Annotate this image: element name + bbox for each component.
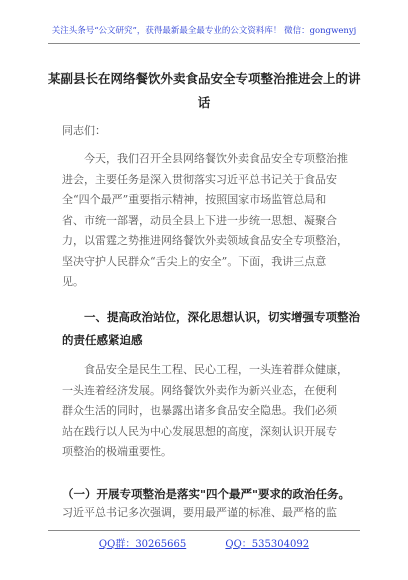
title-line: 某副县长在网络餐饮外卖食品安全专项整治推进会上的讲 xyxy=(48,71,361,86)
footer-divider xyxy=(48,530,360,531)
paragraph-line: 食品安全是民生工程、民心工程，一头连着群众健康， xyxy=(84,363,348,376)
paragraph-line: 今天，我们召开全县网络餐饮外卖食品安全专项整治推 xyxy=(84,152,348,165)
footer xyxy=(0,535,408,550)
heading-line: 的责任感紧迫感 xyxy=(62,332,143,347)
paragraph-line: 见。 xyxy=(62,275,84,288)
paragraph-line: 省、市统一部署，动员全县上下进一步统一思想、凝聚合 xyxy=(62,213,337,227)
heading-line: 一、提高政治站位，深化思想认识，切实增强专项整治 xyxy=(84,310,360,324)
title-line: 话 xyxy=(197,95,211,110)
section-heading-1 xyxy=(62,306,362,351)
header-divider xyxy=(48,43,360,44)
paragraph-line: 站在践行以人民为中心发展思想的高度，深刻认识开展专 xyxy=(62,424,337,438)
paragraph-line: 群众生活的同时，也暴露出诸多食品安全隐患。我们必须 xyxy=(62,404,337,417)
paragraph-line: 进会，主要任务是深入贯彻落实习近平总书记关于食品安 xyxy=(62,172,337,186)
paragraph-line: 项整治的极端重要性。 xyxy=(62,445,172,458)
paragraph-line: 坚决守护人民群众“舌尖上的安全”。下面，我讲三点意 xyxy=(62,254,327,268)
subsection1-paragraph xyxy=(62,503,362,524)
section1-paragraph xyxy=(62,360,362,463)
subsection-heading-1: （一）开展专项整治是落实"四个最严"要求的政治任务。 xyxy=(62,487,350,501)
header-banner: 关注头条号“公文研究”，获得最新最全最专业的公文资料库！ 微信：gongwenyj xyxy=(51,26,357,36)
intro-paragraph xyxy=(62,149,362,293)
paragraph-line: 力，以雷霆之势推进网络餐饮外卖领域食品安全专项整治， xyxy=(62,234,348,247)
paragraph-line: 全“四个最严”重要指示精神，按照国家市场监管总局和 xyxy=(62,193,327,206)
document-title xyxy=(48,67,360,115)
paragraph-line: 习近平总书记多次强调，要用最严谨的标准、最严格的监 xyxy=(62,506,337,519)
salutation: 同志们： xyxy=(62,124,106,137)
qq-contact-link[interactable]: QQ：535304092 xyxy=(225,539,310,550)
paragraph-line: 一头连着经济发展。网络餐饮外卖作为新兴业态，在便利 xyxy=(62,383,337,397)
qq-group-link[interactable]: QQ群：30265665 xyxy=(98,539,187,550)
